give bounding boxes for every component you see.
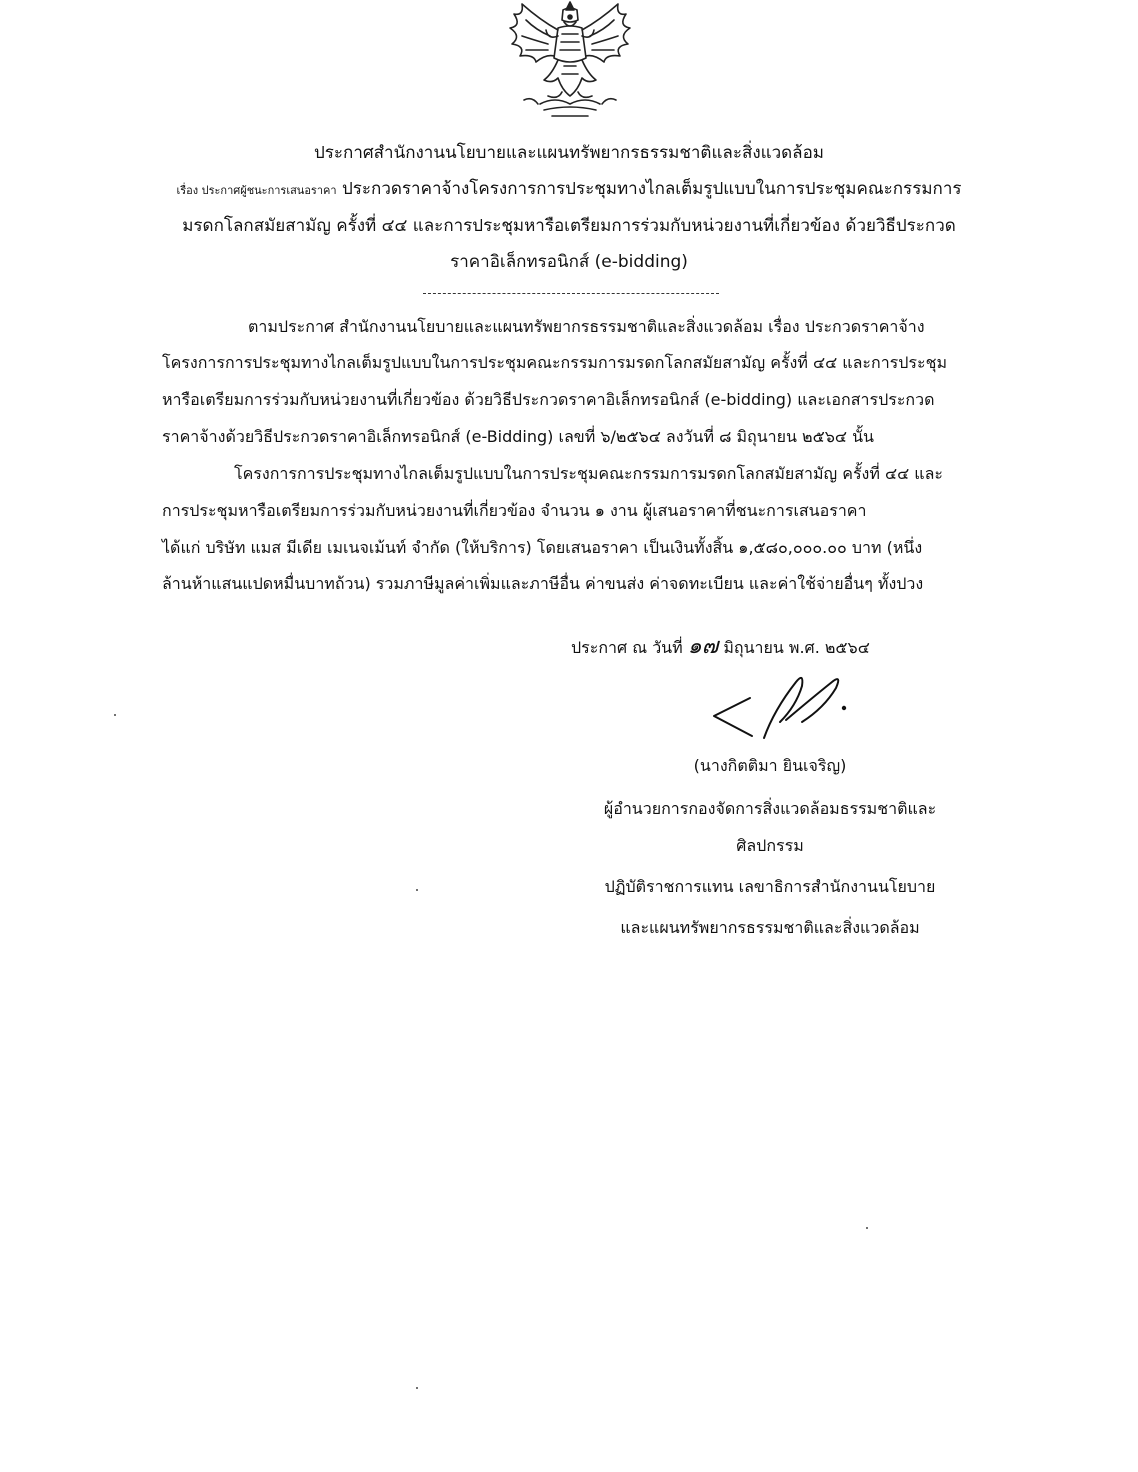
heading-divider (423, 293, 719, 294)
subject-line-3 (0, 250, 1138, 274)
paragraph-1-line-4: ราคาจ้างด้วยวิธีประกวดราคาอิเล็กทรอนิกส์ (e-Bidding) เลขที่ ๖/๒๕๖๔ ลงวันที่ ๘ มิถุนายน ๒๕๖๔ นั้น (162, 427, 874, 446)
date-prefix: ประกาศ ณ วันที่ (571, 638, 683, 657)
signatory-title-2: ศิลปกรรม (736, 836, 804, 855)
signatory-title-4: และแผนทรัพยากรธรรมชาติและสิ่งแวดล้อม (620, 918, 920, 937)
subject-line-2 (0, 214, 1138, 238)
signatory-title-3: ปฏิบัติราชการแทน เลขาธิการสำนักงานนโยบาย (604, 877, 936, 896)
signatory-title-1: ผู้อำนวยการกองจัดการสิ่งแวดล้อมธรรมชาติและ (603, 799, 937, 818)
subject-prefix: เรื่อง ประกาศผู้ชนะการเสนอราคา (176, 184, 337, 197)
subject-text-2: มรดกโลกสมัยสามัญ ครั้งที่ ๔๔ และการประชุมหารือเตรียมการร่วมกับหน่วยงานที่เกี่ยวข้อง ด้วยวิธีประกวด (182, 216, 956, 236)
scan-speck (416, 889, 418, 891)
paragraph-2-line-1: โครงการการประชุมทางไกลเต็มรูปแบบในการประชุมคณะกรรมการมรดกโลกสมัยสามัญ ครั้งที่ ๔๔ และ (234, 464, 944, 483)
paragraph-2-line-4: ล้านห้าแสนแปดหมื่นบาทถ้วน) รวมภาษีมูลค่าเพิ่มและภาษีอื่น ค่าขนส่ง ค่าจดทะเบียน และค่าใช้จ่ายอื่นๆ ทั้งปวง (162, 574, 924, 593)
subject-line-1 (0, 177, 1138, 203)
paragraph-1-line-1: ตามประกาศ สำนักงานนโยบายและแผนทรัพยากรธรรมชาติและสิ่งแวดล้อม เรื่อง ประกวดราคาจ้าง (248, 317, 925, 336)
date-suffix: มิถุนายน พ.ศ. ๒๕๖๔ (723, 638, 870, 657)
date-day: ๑๗ (687, 634, 719, 659)
paragraph-1-line-3: หารือเตรียมการร่วมกับหน่วยงานที่เกี่ยวข้อง ด้วยวิธีประกวดราคาอิเล็กทรอนิกส์ (e-bidding) และเอกสารประกวด (162, 390, 935, 409)
paragraph-2-line-2: การประชุมหารือเตรียมการร่วมกับหน่วยงานที่เกี่ยวข้อง จำนวน ๑ งาน ผู้เสนอราคาที่ชนะการเสนอราคา (162, 501, 867, 520)
signature-mark (700, 660, 870, 760)
subject-text-1: ประกวดราคาจ้างโครงการการประชุมทางไกลเต็มรูปแบบในการประชุมคณะกรรมการ (341, 179, 962, 199)
paragraph-2-line-3: ได้แก่ บริษัท แมส มีเดีย เมเนจเม้นท์ จำกัด (ให้บริการ) โดยเสนอราคา เป็นเงินทั้งสิ้น ๑,๕๘๐,๐๐๐.๐๐ บาท (หนึ่ง (162, 538, 923, 557)
title-text: ประกาศสำนักงานนโยบายและแผนทรัพยากรธรรมชาติและสิ่งแวดล้อม (313, 143, 825, 163)
announcement-title (0, 141, 1138, 165)
scan-speck (114, 714, 116, 716)
signatory-name: (นางกิตติมา ยินเจริญ) (693, 756, 847, 775)
paragraph-1-line-2: โครงการการประชุมทางไกลเต็มรูปแบบในการประชุมคณะกรรมการมรดกโลกสมัยสามัญ ครั้งที่ ๔๔ และการประชุม (162, 353, 948, 372)
scan-speck (416, 1387, 418, 1389)
garuda-emblem-icon (500, 0, 640, 120)
scan-speck (866, 1227, 868, 1229)
subject-text-3: ราคาอิเล็กทรอนิกส์ (e-bidding) (450, 252, 688, 272)
announcement-date (571, 636, 870, 659)
